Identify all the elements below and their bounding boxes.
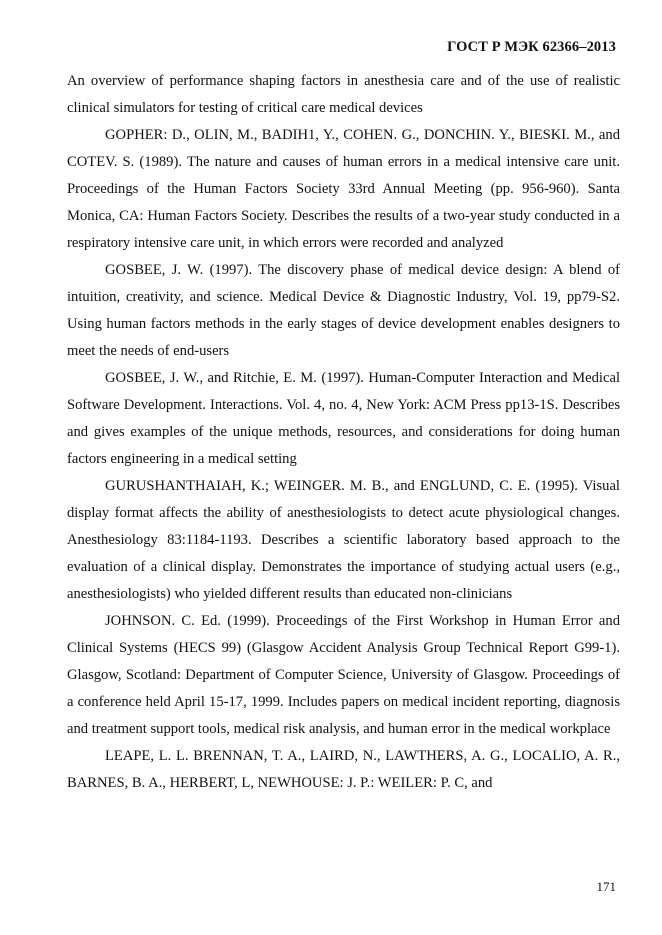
- reference-paragraph-leape: LEAPE, L. L. BRENNAN, T. A., LAIRD, N., LAWTHERS, A. G., LOCALIO, A. R., BARNES, B. A., HERBERT, L, NEWHOUSE: J. P.: WEILER: P. C, and: [67, 748, 620, 791]
- reference-paragraph-gosbee-ritchie: GOSBEE, J. W., and Ritchie, E. M. (1997). Human-Computer Interaction and Medical Software Development. Interactions. Vol. 4, no. 4, New York: ACM Press pp13-1S. Describes and gives examples of the unique methods, resources, and considerations for doing human factors engineering in a medical setting: [67, 370, 620, 467]
- standard-header: ГОСТ Р МЭК 62366–2013: [447, 39, 616, 55]
- reference-paragraph-gosbee-1997: GOSBEE, J. W. (1997). The discovery phase of medical device design: A blend of intuition, creativity, and science. Medical Device & Diagnostic Industry, Vol. 19, pp79-S2. Using human factors methods in the early stages of device development enables designers to meet the needs of end-users: [67, 262, 620, 359]
- reference-paragraph-continued: An overview of performance shaping factors in anesthesia care and of the use of realistic clinical simulators for testing of critical care medical devices: [67, 73, 620, 116]
- bibliography-body: [67, 68, 620, 797]
- reference-paragraph-gopher: GOPHER: D., OLIN, M., BADIH1, Y., COHEN. G., DONCHIN. Y., BIESKI. M., and COTEV. S. (1989). The nature and causes of human errors in a medical intensive care unit. Proceedings of the Human Factors Society 33rd Annual Meeting (pp. 956-960). Santa Monica, CA: Human Factors Society. Describes the results of a two-year study conducted in a respiratory intensive care unit, in which errors were recorded and analyzed: [67, 127, 620, 251]
- page-number: 171: [596, 879, 616, 894]
- reference-paragraph-gurushanthaiah: GURUSHANTHAIAH, K.; WEINGER. M. B., and ENGLUND, C. E. (1995). Visual display format affects the ability of anesthesiologists to detect acute physiological changes. Anesthesiology 83:1184-1193. Describes a scientific laboratory based approach to the evaluation of a clinical display. Demonstrates the importance of studying actual users (e.g., anesthesiologists) who yielded different results than educated non-clinicians: [67, 478, 620, 602]
- reference-paragraph-johnson: JOHNSON. C. Ed. (1999). Proceedings of the First Workshop in Human Error and Clinical Systems (HECS 99) (Glasgow Accident Analysis Group Technical Report G99-1). Glasgow, Scotland: Department of Computer Science, University of Glasgow. Proceedings of a conference held April 15-17, 1999. Includes papers on medical incident reporting, diagnosis and treatment support tools, medical risk analysis, and human error in the medical workplace: [67, 613, 620, 737]
